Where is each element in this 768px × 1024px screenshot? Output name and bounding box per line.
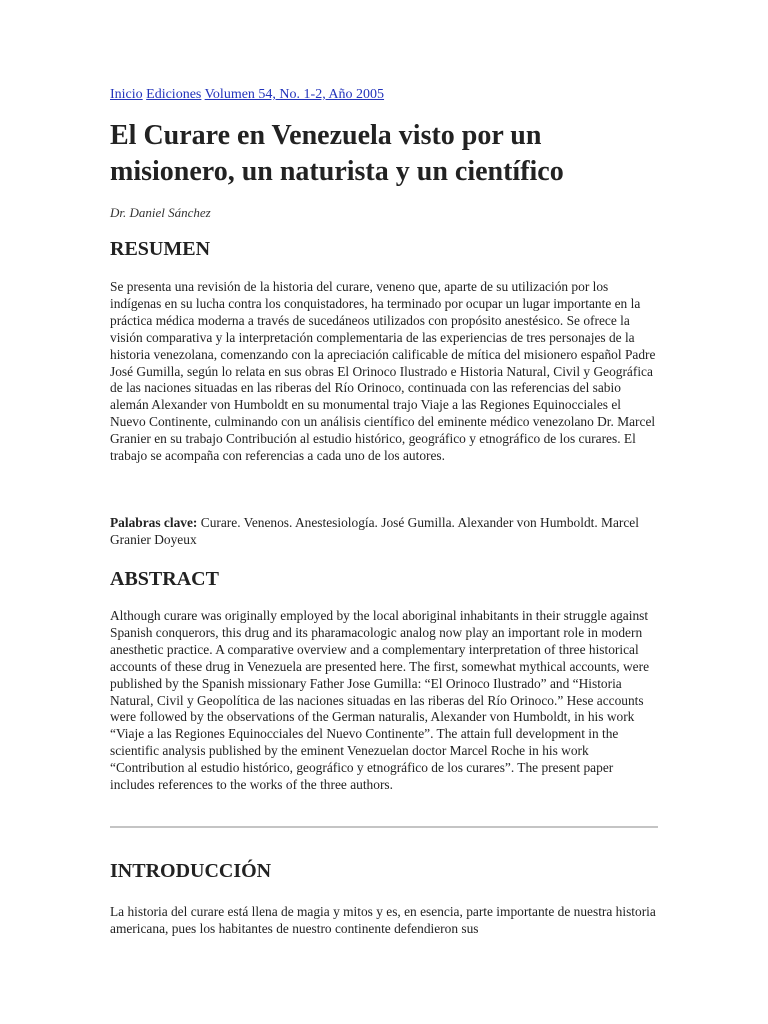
keywords-text: Curare. Venenos. Anestesiología. José Gumilla. Alexander von Humboldt. Marcel Granier Doyeux <box>110 515 639 547</box>
article-title: El Curare en Venezuela visto por un misionero, un naturista y un científico <box>110 120 564 187</box>
breadcrumb <box>110 86 384 104</box>
abstract-paragraph: Although curare was originally employed by the local aboriginal inhabitants in their struggle against Spanish conquerors, this drug and its pharamacologic analog now play an important role in modern anesthetic practice. A comparative overview and a complementary interpretation of three historical accounts of these drug in Venezuela are presented here. The first, somewhat mythical accounts, were published by the Spanish missionary Father Jose Gumilla: “El Orinoco Ilustrado” and “Historia Natural, Civil y Geopolítica de las naciones situadas en las riberas del Río Orinoco.” Hese accounts were followed by the observations of the German naturalis, Alexander von Humboldt, in his work “Viaje a las Regiones Equinocciales del Nuevo Continente”. The attain full development in the scientific analysis published by the eminent Venezuelan doctor Marcel Roche in his work “Contribution al estudio histórico, geográfico y etnográfico de los curares”. The present paper includes references to the works of the three authors. <box>110 608 650 793</box>
section-divider <box>110 826 658 828</box>
article-author: Dr. Daniel Sánchez <box>110 205 211 220</box>
resumen-paragraph: Se presenta una revisión de la historia del curare, veneno que, aparte de su utilización por los indígenas en su lucha contra los conquistadores, ha terminado por ocupar un lugar importante en la práctica médica moderna a través de sucedáneos utilizados con propósito anestésico. Se ofrece la visión comparativa y la interpretación complementaria de las experiencias de tres personajes de la historia venezolana, comenzando con la apreciación calificable de mítica del misionero español Padre José Gumilla, según lo relata en sus obras El Orinoco Ilustrado e Historia Natural, Civil y Geográfica de las naciones situadas en las riberas del Río Orinoco, continuada con las referencias del sabio alemán Alexander von Humboldt en su monumental trajo Viaje a las Regiones Equinocciales el Nuevo Continente, culminando con un análisis científico del eminente médico venezolano Dr. Marcel Granier en su trabajo Contribución al estudio histórico, geográfico y etnográfico de los curares. El trabajo se acompaña con referencias a cada uno de los autores. <box>110 279 656 464</box>
keywords-paragraph <box>110 515 658 549</box>
abstract-heading: ABSTRACT <box>110 568 219 590</box>
keywords-label: Palabras clave: <box>110 515 198 530</box>
introduccion-paragraph: La historia del curare está llena de magia y mitos y es, en esencia, parte importante de nuestra historia americana, pues los habitantes de nuestro continente defendieron sus <box>110 904 656 936</box>
breadcrumb-volume-link[interactable]: Volumen 54, No. 1-2, Año 2005 <box>204 87 385 102</box>
breadcrumb-home-link[interactable]: Inicio <box>110 87 143 102</box>
introduccion-heading: INTRODUCCIÓN <box>110 860 272 882</box>
resumen-heading: RESUMEN <box>110 238 211 260</box>
breadcrumb-editions-link[interactable]: Ediciones <box>146 87 202 102</box>
